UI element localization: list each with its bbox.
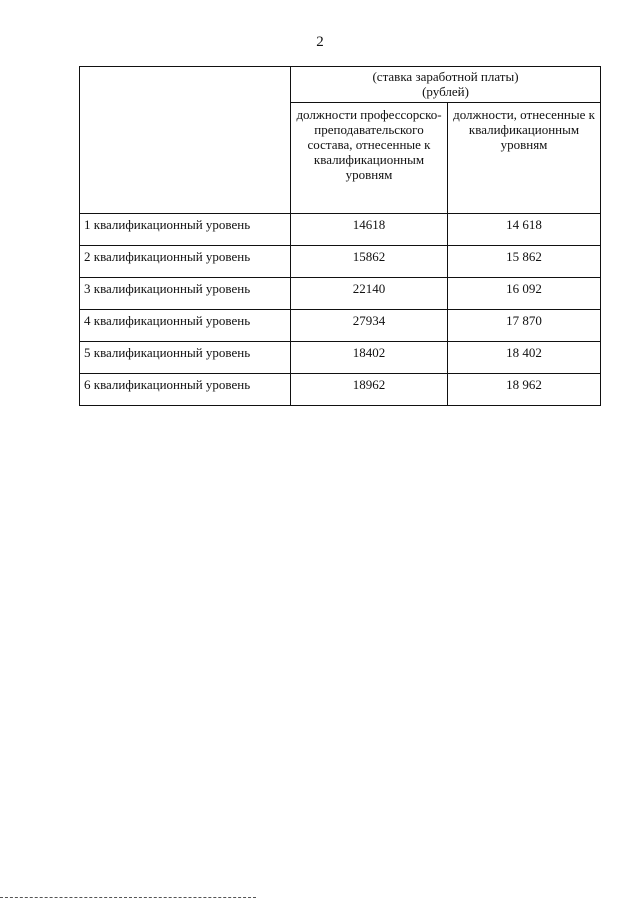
row-pps-value: 14618 <box>291 214 448 246</box>
page-number: 2 <box>316 34 324 50</box>
unit-header-line2: (рублей) <box>422 84 469 99</box>
table-row <box>80 214 601 246</box>
table-row <box>80 374 601 406</box>
column-header-other-label: должности, отнесенные к квалификационным уровням <box>453 107 595 152</box>
row-level-label: 2 квалификационный уровень <box>80 246 291 278</box>
row-level-label: 6 квалификационный уровень <box>80 374 291 406</box>
row-pps-value: 18402 <box>291 342 448 374</box>
row-level-label: 3 квалификационный уровень <box>80 278 291 310</box>
table-row <box>80 278 601 310</box>
row-other-value: 15 862 <box>448 246 601 278</box>
header-empty-cell <box>80 67 291 214</box>
column-header-other <box>448 103 601 214</box>
row-level-label: 5 квалификационный уровень <box>80 342 291 374</box>
row-other-value: 16 092 <box>448 278 601 310</box>
row-pps-value: 15862 <box>291 246 448 278</box>
footer-divider <box>0 897 256 898</box>
row-pps-value: 18962 <box>291 374 448 406</box>
row-level-label: 4 квалификационный уровень <box>80 310 291 342</box>
row-other-value: 18 962 <box>448 374 601 406</box>
column-header-pps-label: должности профессорско-преподавательского состава, отнесенные к квалификационным уровням <box>296 107 442 182</box>
row-other-value: 14 618 <box>448 214 601 246</box>
row-pps-value: 27934 <box>291 310 448 342</box>
column-header-pps <box>291 103 448 214</box>
row-other-value: 17 870 <box>448 310 601 342</box>
row-level-label: 1 квалификационный уровень <box>80 214 291 246</box>
salary-table <box>79 66 601 406</box>
table-row <box>80 310 601 342</box>
table-row <box>80 246 601 278</box>
row-other-value: 18 402 <box>448 342 601 374</box>
table-row <box>80 342 601 374</box>
unit-header-cell <box>291 67 601 103</box>
row-pps-value: 22140 <box>291 278 448 310</box>
table-header-row <box>80 67 601 103</box>
unit-header-line1: (ставка заработной платы) <box>372 69 519 84</box>
